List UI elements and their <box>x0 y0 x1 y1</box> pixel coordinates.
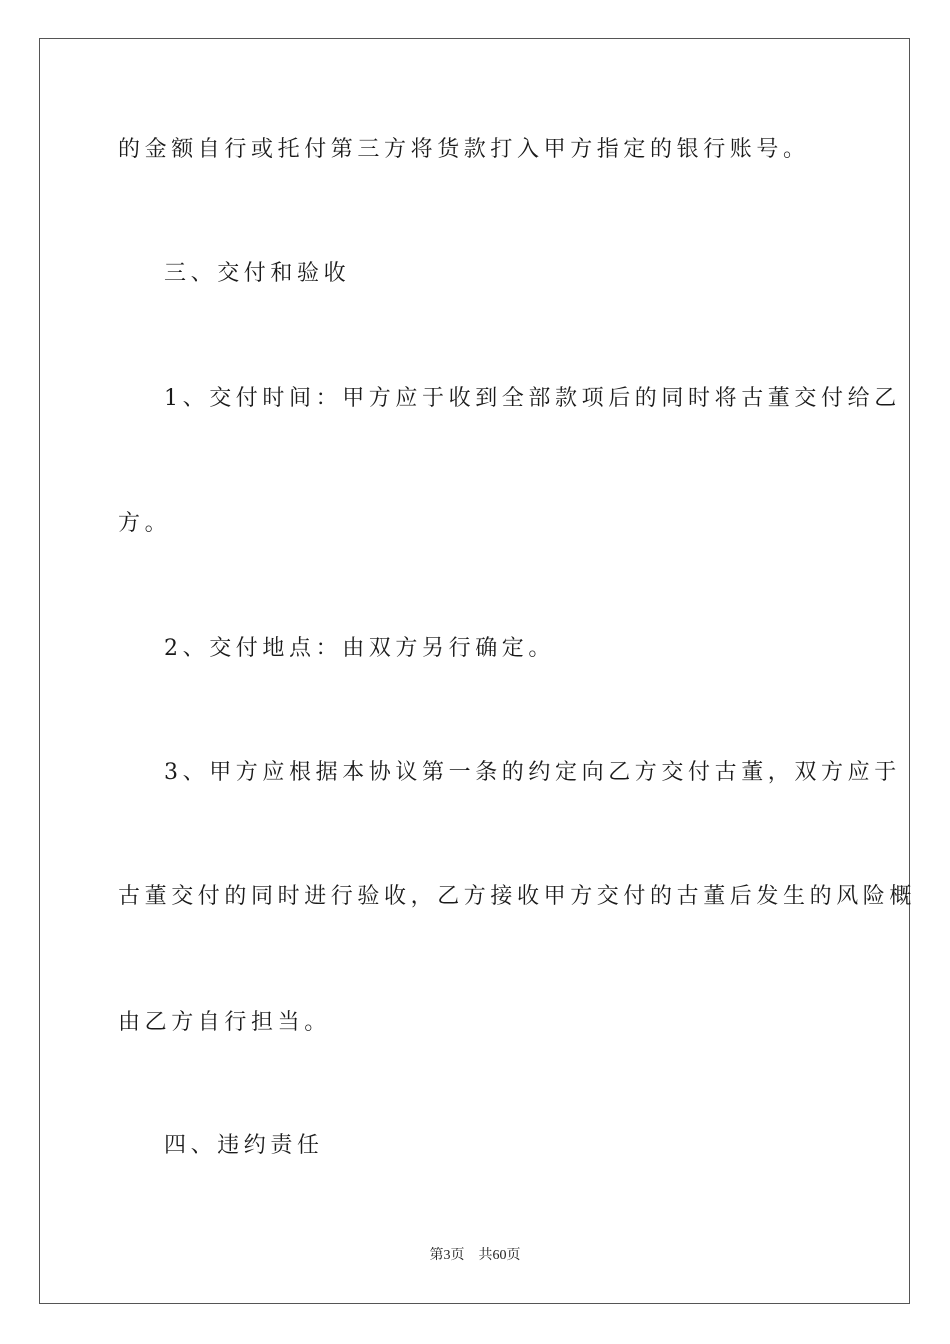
clause-text-line: 1、交付时间：甲方应于收到全部款项后的同时将古董交付给乙 <box>164 386 901 411</box>
clause-text-line: 古董交付的同时进行验收，乙方接收甲方交付的古董后发生的风险概 <box>118 884 917 909</box>
total-pages: 共60页 <box>478 1248 521 1263</box>
body-text-line: 的金额自行或托付第三方将货款打入甲方指定的银行账号。 <box>118 137 810 162</box>
page-number: 第3页 <box>429 1248 465 1263</box>
clause-text-line: 由乙方自行担当。 <box>118 1010 331 1035</box>
clause-text-line: 方。 <box>118 511 172 536</box>
clause-text-line: 2、交付地点：由双方另行确定。 <box>164 636 555 661</box>
page-border <box>39 38 917 1304</box>
section-heading: 三、交付和验收 <box>164 261 351 286</box>
clause-text-line: 3、甲方应根据本协议第一条的约定向乙方交付古董，双方应于 <box>164 760 901 785</box>
page-footer <box>0 1247 950 1265</box>
section-heading: 四、违约责任 <box>164 1133 324 1158</box>
